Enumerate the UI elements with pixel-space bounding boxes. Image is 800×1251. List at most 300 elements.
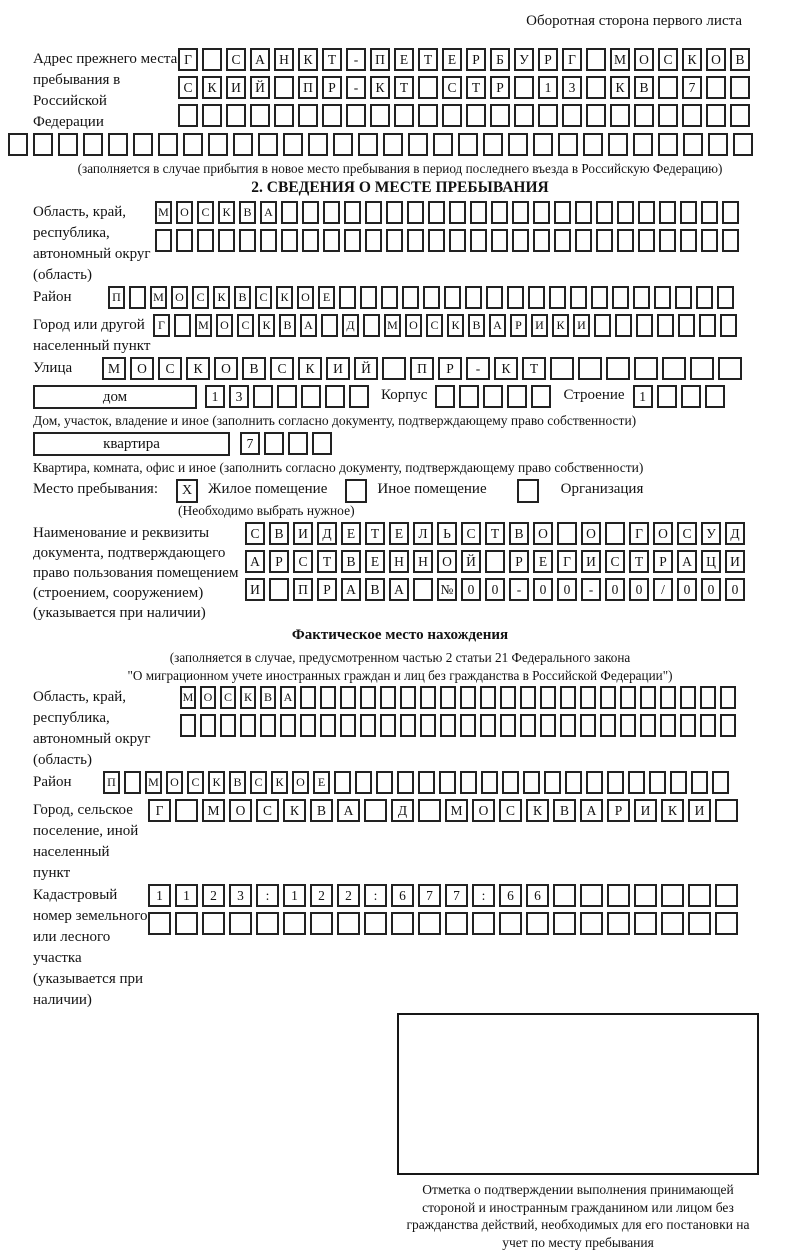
char-cell[interactable] bbox=[465, 286, 482, 309]
char-cell[interactable] bbox=[274, 76, 294, 99]
char-cell[interactable] bbox=[8, 133, 28, 156]
char-cell[interactable]: В bbox=[269, 522, 289, 545]
char-cell[interactable]: Т bbox=[418, 48, 438, 71]
char-cell[interactable] bbox=[500, 686, 516, 709]
char-cell[interactable] bbox=[158, 133, 178, 156]
char-cell[interactable] bbox=[339, 286, 356, 309]
char-cell[interactable] bbox=[466, 104, 486, 127]
char-cell[interactable] bbox=[661, 912, 684, 935]
char-cell[interactable]: О bbox=[634, 48, 654, 71]
char-cell[interactable]: 2 bbox=[202, 884, 225, 907]
char-cell[interactable] bbox=[523, 771, 540, 794]
char-cell[interactable]: Е bbox=[533, 550, 553, 573]
char-cell[interactable]: В bbox=[730, 48, 750, 71]
char-cell[interactable] bbox=[636, 314, 653, 337]
char-cell[interactable]: 0 bbox=[605, 578, 625, 601]
char-cell[interactable]: 1 bbox=[148, 884, 171, 907]
char-cell[interactable]: И bbox=[573, 314, 590, 337]
char-cell[interactable] bbox=[662, 357, 686, 380]
char-cell[interactable]: М bbox=[180, 686, 196, 709]
char-cell[interactable] bbox=[253, 385, 273, 408]
char-cell[interactable]: : bbox=[256, 884, 279, 907]
char-cell[interactable] bbox=[722, 229, 739, 252]
char-cell[interactable] bbox=[459, 385, 479, 408]
char-cell[interactable]: М bbox=[202, 799, 225, 822]
char-cell[interactable] bbox=[418, 799, 441, 822]
char-cell[interactable] bbox=[233, 133, 253, 156]
char-cell[interactable]: О bbox=[176, 201, 193, 224]
char-cell[interactable] bbox=[712, 771, 729, 794]
char-cell[interactable]: К bbox=[271, 771, 288, 794]
char-cell[interactable] bbox=[565, 771, 582, 794]
char-cell[interactable] bbox=[715, 884, 738, 907]
char-cell[interactable]: 3 bbox=[562, 76, 582, 99]
char-cell[interactable] bbox=[549, 286, 566, 309]
char-cell[interactable] bbox=[634, 357, 658, 380]
char-cell[interactable]: А bbox=[389, 578, 409, 601]
char-cell[interactable] bbox=[133, 133, 153, 156]
char-cell[interactable] bbox=[531, 385, 551, 408]
char-cell[interactable]: О bbox=[706, 48, 726, 71]
char-cell[interactable]: 1 bbox=[175, 884, 198, 907]
char-cell[interactable] bbox=[596, 201, 613, 224]
char-cell[interactable]: 2 bbox=[310, 884, 333, 907]
char-cell[interactable] bbox=[202, 104, 222, 127]
char-cell[interactable] bbox=[480, 714, 496, 737]
char-cell[interactable]: Й bbox=[354, 357, 378, 380]
char-cell[interactable]: С bbox=[461, 522, 481, 545]
char-cell[interactable] bbox=[640, 714, 656, 737]
char-cell[interactable] bbox=[617, 229, 634, 252]
checkbox-organizatsiya[interactable] bbox=[517, 479, 539, 503]
char-cell[interactable] bbox=[544, 771, 561, 794]
char-cell[interactable] bbox=[606, 357, 630, 380]
char-cell[interactable]: К bbox=[240, 686, 256, 709]
char-cell[interactable] bbox=[277, 385, 297, 408]
char-cell[interactable] bbox=[499, 912, 522, 935]
char-cell[interactable] bbox=[407, 229, 424, 252]
char-cell[interactable]: М bbox=[610, 48, 630, 71]
char-cell[interactable]: А bbox=[245, 550, 265, 573]
char-cell[interactable] bbox=[428, 201, 445, 224]
char-cell[interactable] bbox=[540, 686, 556, 709]
char-cell[interactable]: В bbox=[553, 799, 576, 822]
char-cell[interactable] bbox=[302, 229, 319, 252]
char-cell[interactable]: В bbox=[279, 314, 296, 337]
char-cell[interactable]: Т bbox=[466, 76, 486, 99]
char-cell[interactable] bbox=[428, 229, 445, 252]
char-cell[interactable] bbox=[274, 104, 294, 127]
char-cell[interactable] bbox=[634, 104, 654, 127]
char-cell[interactable]: 6 bbox=[499, 884, 522, 907]
char-cell[interactable] bbox=[528, 286, 545, 309]
char-cell[interactable]: - bbox=[346, 48, 366, 71]
char-cell[interactable] bbox=[512, 229, 529, 252]
char-cell[interactable]: О bbox=[437, 550, 457, 573]
char-cell[interactable] bbox=[720, 314, 737, 337]
char-cell[interactable]: С bbox=[658, 48, 678, 71]
char-cell[interactable] bbox=[538, 104, 558, 127]
char-cell[interactable] bbox=[688, 912, 711, 935]
char-cell[interactable] bbox=[607, 884, 630, 907]
char-cell[interactable] bbox=[491, 201, 508, 224]
char-cell[interactable]: О bbox=[405, 314, 422, 337]
char-cell[interactable]: О bbox=[297, 286, 314, 309]
checkbox-zhiloe[interactable]: X bbox=[176, 479, 198, 503]
char-cell[interactable]: О bbox=[166, 771, 183, 794]
char-cell[interactable] bbox=[323, 229, 340, 252]
char-cell[interactable] bbox=[485, 550, 505, 573]
char-cell[interactable] bbox=[615, 314, 632, 337]
char-cell[interactable]: 0 bbox=[461, 578, 481, 601]
char-cell[interactable] bbox=[413, 578, 433, 601]
char-cell[interactable]: М bbox=[384, 314, 401, 337]
char-cell[interactable] bbox=[312, 432, 332, 455]
char-cell[interactable]: У bbox=[701, 522, 721, 545]
char-cell[interactable] bbox=[610, 104, 630, 127]
char-cell[interactable]: 1 bbox=[283, 884, 306, 907]
char-cell[interactable] bbox=[355, 771, 372, 794]
char-cell[interactable] bbox=[706, 76, 726, 99]
char-cell[interactable]: И bbox=[581, 550, 601, 573]
char-cell[interactable] bbox=[33, 133, 53, 156]
char-cell[interactable] bbox=[502, 771, 519, 794]
char-cell[interactable]: 1 bbox=[205, 385, 225, 408]
char-cell[interactable] bbox=[360, 686, 376, 709]
char-cell[interactable]: С bbox=[187, 771, 204, 794]
char-cell[interactable]: И bbox=[531, 314, 548, 337]
char-cell[interactable] bbox=[691, 771, 708, 794]
char-cell[interactable] bbox=[325, 385, 345, 408]
char-cell[interactable] bbox=[680, 201, 697, 224]
char-cell[interactable]: 1 bbox=[633, 385, 653, 408]
char-cell[interactable] bbox=[323, 201, 340, 224]
char-cell[interactable] bbox=[586, 104, 606, 127]
char-cell[interactable] bbox=[433, 133, 453, 156]
char-cell[interactable]: С bbox=[255, 286, 272, 309]
char-cell[interactable]: Г bbox=[153, 314, 170, 337]
char-cell[interactable] bbox=[670, 771, 687, 794]
char-cell[interactable]: 1 bbox=[538, 76, 558, 99]
char-cell[interactable]: О bbox=[472, 799, 495, 822]
char-cell[interactable]: О bbox=[214, 357, 238, 380]
char-cell[interactable] bbox=[600, 686, 616, 709]
char-cell[interactable] bbox=[696, 286, 713, 309]
char-cell[interactable] bbox=[500, 714, 516, 737]
char-cell[interactable] bbox=[382, 357, 406, 380]
char-cell[interactable] bbox=[470, 229, 487, 252]
char-cell[interactable]: № bbox=[437, 578, 457, 601]
char-cell[interactable] bbox=[553, 884, 576, 907]
char-cell[interactable] bbox=[400, 686, 416, 709]
char-cell[interactable] bbox=[706, 104, 726, 127]
char-cell[interactable]: В bbox=[242, 357, 266, 380]
char-cell[interactable]: К bbox=[298, 48, 318, 71]
char-cell[interactable]: В bbox=[509, 522, 529, 545]
char-cell[interactable] bbox=[302, 201, 319, 224]
char-cell[interactable]: В bbox=[341, 550, 361, 573]
char-cell[interactable] bbox=[363, 314, 380, 337]
char-cell[interactable]: М bbox=[445, 799, 468, 822]
char-cell[interactable]: П bbox=[108, 286, 125, 309]
char-cell[interactable] bbox=[554, 229, 571, 252]
char-cell[interactable]: С bbox=[677, 522, 697, 545]
char-cell[interactable]: 0 bbox=[701, 578, 721, 601]
char-cell[interactable] bbox=[558, 133, 578, 156]
char-cell[interactable]: П bbox=[370, 48, 390, 71]
char-cell[interactable] bbox=[258, 133, 278, 156]
char-cell[interactable]: Г bbox=[557, 550, 577, 573]
char-cell[interactable] bbox=[440, 714, 456, 737]
char-cell[interactable]: Й bbox=[250, 76, 270, 99]
char-cell[interactable]: Р bbox=[653, 550, 673, 573]
char-cell[interactable] bbox=[486, 286, 503, 309]
char-cell[interactable]: 0 bbox=[533, 578, 553, 601]
char-cell[interactable] bbox=[617, 201, 634, 224]
char-cell[interactable] bbox=[730, 76, 750, 99]
char-cell[interactable] bbox=[481, 771, 498, 794]
char-cell[interactable]: 2 bbox=[337, 884, 360, 907]
char-cell[interactable] bbox=[320, 714, 336, 737]
char-cell[interactable] bbox=[381, 286, 398, 309]
char-cell[interactable] bbox=[661, 884, 684, 907]
char-cell[interactable] bbox=[300, 686, 316, 709]
char-cell[interactable]: К bbox=[258, 314, 275, 337]
char-cell[interactable] bbox=[733, 133, 753, 156]
char-cell[interactable] bbox=[526, 912, 549, 935]
char-cell[interactable] bbox=[442, 104, 462, 127]
char-cell[interactable] bbox=[202, 912, 225, 935]
char-cell[interactable]: Л bbox=[413, 522, 433, 545]
char-cell[interactable] bbox=[715, 912, 738, 935]
char-cell[interactable]: И bbox=[634, 799, 657, 822]
char-cell[interactable]: Е bbox=[394, 48, 414, 71]
char-cell[interactable]: К bbox=[283, 799, 306, 822]
char-cell[interactable]: 0 bbox=[725, 578, 745, 601]
char-cell[interactable]: Е bbox=[318, 286, 335, 309]
char-cell[interactable]: А bbox=[677, 550, 697, 573]
char-cell[interactable] bbox=[148, 912, 171, 935]
char-cell[interactable] bbox=[420, 714, 436, 737]
char-cell[interactable] bbox=[360, 286, 377, 309]
char-cell[interactable]: Ь bbox=[437, 522, 457, 545]
char-cell[interactable]: Е bbox=[365, 550, 385, 573]
char-cell[interactable]: М bbox=[102, 357, 126, 380]
char-cell[interactable]: Р bbox=[490, 76, 510, 99]
char-cell[interactable] bbox=[460, 771, 477, 794]
char-cell[interactable]: И bbox=[725, 550, 745, 573]
char-cell[interactable] bbox=[658, 76, 678, 99]
char-cell[interactable]: И bbox=[226, 76, 246, 99]
char-cell[interactable]: С bbox=[270, 357, 294, 380]
char-cell[interactable] bbox=[701, 201, 718, 224]
char-cell[interactable]: Д bbox=[725, 522, 745, 545]
char-cell[interactable] bbox=[514, 76, 534, 99]
char-cell[interactable] bbox=[700, 714, 716, 737]
char-cell[interactable] bbox=[444, 286, 461, 309]
char-cell[interactable] bbox=[638, 229, 655, 252]
char-cell[interactable] bbox=[657, 385, 677, 408]
char-cell[interactable] bbox=[560, 714, 576, 737]
char-cell[interactable] bbox=[578, 357, 602, 380]
char-cell[interactable]: Р bbox=[438, 357, 462, 380]
char-cell[interactable]: С bbox=[605, 550, 625, 573]
char-cell[interactable]: : bbox=[364, 884, 387, 907]
char-cell[interactable]: А bbox=[260, 201, 277, 224]
char-cell[interactable] bbox=[586, 76, 606, 99]
char-cell[interactable]: 0 bbox=[485, 578, 505, 601]
char-cell[interactable]: Г bbox=[148, 799, 171, 822]
char-cell[interactable]: - bbox=[581, 578, 601, 601]
char-cell[interactable]: О bbox=[216, 314, 233, 337]
char-cell[interactable]: Р bbox=[317, 578, 337, 601]
char-cell[interactable]: М bbox=[150, 286, 167, 309]
char-cell[interactable]: Н bbox=[274, 48, 294, 71]
char-cell[interactable]: 7 bbox=[240, 432, 260, 455]
char-cell[interactable]: Т bbox=[322, 48, 342, 71]
char-cell[interactable] bbox=[575, 201, 592, 224]
char-cell[interactable]: И bbox=[245, 578, 265, 601]
char-cell[interactable]: Е bbox=[313, 771, 330, 794]
char-cell[interactable]: Р bbox=[322, 76, 342, 99]
char-cell[interactable]: 6 bbox=[526, 884, 549, 907]
char-cell[interactable]: Е bbox=[389, 522, 409, 545]
char-cell[interactable] bbox=[586, 771, 603, 794]
char-cell[interactable]: Р bbox=[510, 314, 527, 337]
char-cell[interactable] bbox=[418, 771, 435, 794]
char-cell[interactable] bbox=[439, 771, 456, 794]
char-cell[interactable]: 3 bbox=[229, 884, 252, 907]
char-cell[interactable] bbox=[250, 104, 270, 127]
char-cell[interactable] bbox=[386, 229, 403, 252]
char-cell[interactable]: С bbox=[499, 799, 522, 822]
char-cell[interactable] bbox=[612, 286, 629, 309]
char-cell[interactable] bbox=[681, 385, 701, 408]
char-cell[interactable] bbox=[658, 133, 678, 156]
char-cell[interactable]: Е bbox=[442, 48, 462, 71]
char-cell[interactable] bbox=[720, 686, 736, 709]
char-cell[interactable] bbox=[717, 286, 734, 309]
char-cell[interactable] bbox=[358, 133, 378, 156]
char-cell[interactable]: Т bbox=[485, 522, 505, 545]
char-cell[interactable]: К bbox=[552, 314, 569, 337]
char-cell[interactable] bbox=[580, 884, 603, 907]
char-cell[interactable] bbox=[229, 912, 252, 935]
char-cell[interactable] bbox=[560, 686, 576, 709]
char-cell[interactable] bbox=[349, 385, 369, 408]
char-cell[interactable]: О bbox=[533, 522, 553, 545]
char-cell[interactable]: И bbox=[688, 799, 711, 822]
char-cell[interactable] bbox=[418, 76, 438, 99]
char-cell[interactable] bbox=[340, 714, 356, 737]
char-cell[interactable]: С bbox=[442, 76, 462, 99]
char-cell[interactable] bbox=[491, 229, 508, 252]
char-cell[interactable]: Д bbox=[391, 799, 414, 822]
char-cell[interactable] bbox=[337, 912, 360, 935]
char-cell[interactable]: В bbox=[634, 76, 654, 99]
char-cell[interactable] bbox=[288, 432, 308, 455]
char-cell[interactable]: О bbox=[292, 771, 309, 794]
char-cell[interactable] bbox=[360, 714, 376, 737]
char-cell[interactable]: К bbox=[298, 357, 322, 380]
char-cell[interactable] bbox=[240, 714, 256, 737]
char-cell[interactable] bbox=[124, 771, 141, 794]
char-cell[interactable] bbox=[680, 229, 697, 252]
char-cell[interactable]: - bbox=[466, 357, 490, 380]
char-cell[interactable]: В bbox=[365, 578, 385, 601]
char-cell[interactable] bbox=[320, 686, 336, 709]
char-cell[interactable] bbox=[570, 286, 587, 309]
char-cell[interactable] bbox=[472, 912, 495, 935]
char-cell[interactable]: П bbox=[410, 357, 434, 380]
char-cell[interactable] bbox=[435, 385, 455, 408]
char-cell[interactable]: 7 bbox=[418, 884, 441, 907]
char-cell[interactable] bbox=[321, 314, 338, 337]
char-cell[interactable]: - bbox=[346, 76, 366, 99]
char-cell[interactable]: О bbox=[130, 357, 154, 380]
char-cell[interactable] bbox=[690, 357, 714, 380]
char-cell[interactable] bbox=[508, 133, 528, 156]
char-cell[interactable] bbox=[533, 201, 550, 224]
char-cell[interactable] bbox=[218, 229, 235, 252]
char-cell[interactable] bbox=[580, 912, 603, 935]
char-cell[interactable]: Г bbox=[178, 48, 198, 71]
char-cell[interactable] bbox=[607, 771, 624, 794]
char-cell[interactable] bbox=[394, 104, 414, 127]
char-cell[interactable]: О bbox=[653, 522, 673, 545]
char-cell[interactable] bbox=[720, 714, 736, 737]
char-cell[interactable]: С bbox=[226, 48, 246, 71]
char-cell[interactable] bbox=[596, 229, 613, 252]
char-cell[interactable] bbox=[591, 286, 608, 309]
char-cell[interactable]: Е bbox=[341, 522, 361, 545]
char-cell[interactable] bbox=[705, 385, 725, 408]
char-cell[interactable] bbox=[638, 201, 655, 224]
char-cell[interactable] bbox=[283, 133, 303, 156]
char-cell[interactable] bbox=[380, 686, 396, 709]
char-cell[interactable] bbox=[683, 133, 703, 156]
char-cell[interactable] bbox=[657, 314, 674, 337]
char-cell[interactable] bbox=[344, 201, 361, 224]
char-cell[interactable]: : bbox=[472, 884, 495, 907]
char-cell[interactable] bbox=[391, 912, 414, 935]
char-cell[interactable]: Р bbox=[269, 550, 289, 573]
char-cell[interactable] bbox=[540, 714, 556, 737]
char-cell[interactable] bbox=[376, 771, 393, 794]
char-cell[interactable] bbox=[420, 686, 436, 709]
char-cell[interactable]: А bbox=[489, 314, 506, 337]
char-cell[interactable] bbox=[620, 686, 636, 709]
char-cell[interactable]: А bbox=[337, 799, 360, 822]
char-cell[interactable] bbox=[658, 104, 678, 127]
char-cell[interactable]: К bbox=[370, 76, 390, 99]
char-cell[interactable]: М bbox=[195, 314, 212, 337]
char-cell[interactable] bbox=[634, 884, 657, 907]
char-cell[interactable]: М bbox=[155, 201, 172, 224]
char-cell[interactable] bbox=[688, 884, 711, 907]
char-cell[interactable]: И bbox=[293, 522, 313, 545]
char-cell[interactable]: П bbox=[293, 578, 313, 601]
char-cell[interactable]: У bbox=[514, 48, 534, 71]
char-cell[interactable] bbox=[202, 48, 222, 71]
char-cell[interactable] bbox=[520, 714, 536, 737]
char-cell[interactable] bbox=[640, 686, 656, 709]
char-cell[interactable] bbox=[605, 522, 625, 545]
char-cell[interactable] bbox=[301, 385, 321, 408]
char-cell[interactable] bbox=[553, 912, 576, 935]
char-cell[interactable] bbox=[175, 912, 198, 935]
char-cell[interactable] bbox=[654, 286, 671, 309]
